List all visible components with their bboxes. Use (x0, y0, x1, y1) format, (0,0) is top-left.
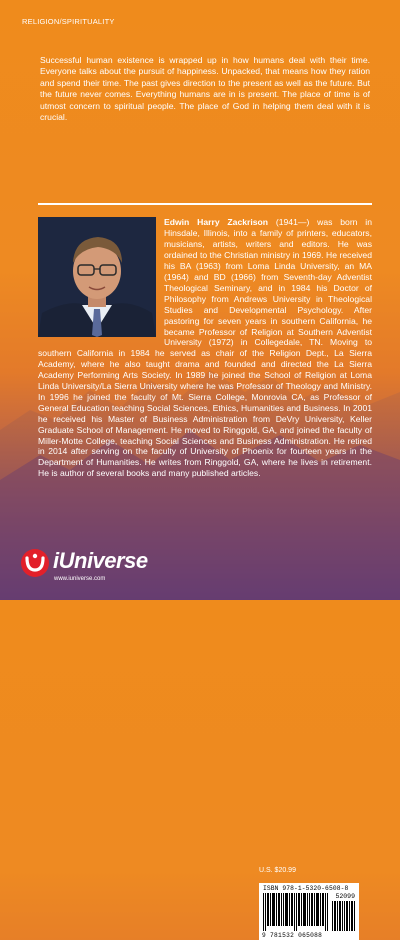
publisher-url: www.iuniverse.com (54, 576, 106, 582)
barcode-addon-bars (332, 901, 356, 931)
back-cover-blurb: Successful human existence is wrapped up in how humans deal with their time. Everyone talks about the pursuit of happiness. Unpacked, that means how they ration and spend their time. The past gives direction to the present as well as the future. But the future never comes. Everything humans are in is present. The place of time is of utmost concern to spiritual people. The place of God in helping them deal with it is crucial. (40, 55, 370, 123)
barcode-bars (263, 893, 329, 931)
publisher-name: iUniverse (53, 548, 148, 573)
isbn-text: ISBN 978-1-5320-6508-8 (263, 885, 349, 893)
category-label: RELIGION/SPIRITUALITY (22, 17, 115, 26)
author-photo (38, 217, 156, 337)
price-label: U.S. $20.99 (259, 867, 296, 875)
barcode-digits: 9 781532 065088 (262, 932, 323, 940)
iuniverse-logo-icon (20, 548, 50, 578)
barcode (259, 883, 359, 940)
author-bio-text: (1941—) was born in Hinsdale, Illinois, into a family of printers, educators, musicians, artists, writers and editors. He was ordained to the Christian ministry in 1969. He received his BA (1963) from Loma Linda University, an MA (1964) and BD (1966) from Seventh-day Adventist Theological Seminary, and in 1984 his Doctor of Philosophy from Andrews University in Theological Studies and Developmental Psychology. After pastoring for seven years in southern California, he became Professor of Religion at Southern Adventist University (1972) in Collegedale, TN. Moving to southern California in 1984 he served as chair of the Religion Dept., La Sierra Academy, where he also taught drama and founded and directed the La Sierra Academy Performing Arts Society. In 1989 he joined the School of Religion at Loma Linda University/La Sierra University where he was Professor of Theology and Ministry. In 1996 he joined the faculty of Mt. Sierra College, Monrovia CA, as Professor of General Education teaching Social Sciences, Ethics, Humanities and Business. In 2001 he received his Master of Business Administration from DeVry University, Keller Graduate School of Management. He moved to Ringgold, GA, and joined the faculty of Miller-Motte College, teaching Social Sciences and Business Administration. He retired in 2014 after serving on the faculty of University of Phoenix for fourteen years in the Department of Humanities. He writes from Ringgold, GA, where he lives in retirement. He is author of several books and many published articles. (38, 217, 372, 479)
barcode-addon-number: 52099 (335, 893, 355, 901)
author-bio (38, 217, 372, 479)
author-name: Edwin Harry Zackrison (164, 217, 269, 228)
publisher-logo (20, 546, 170, 586)
divider-rule (38, 203, 372, 205)
